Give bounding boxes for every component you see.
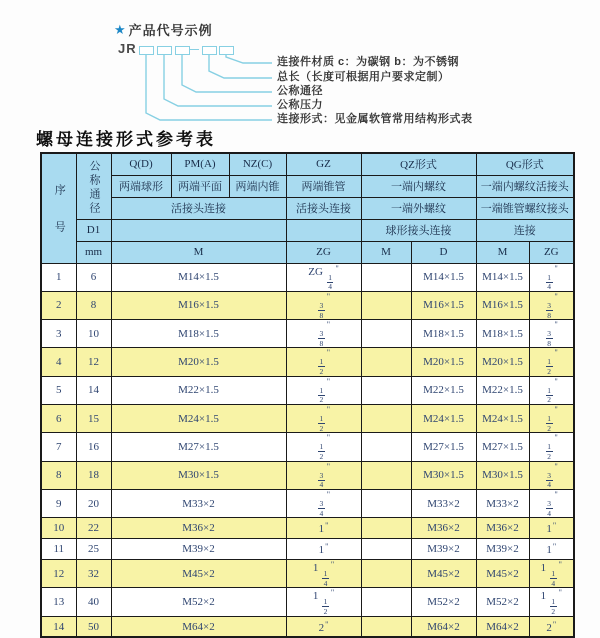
cell: M45×2: [411, 560, 476, 588]
cell: 10: [76, 320, 111, 348]
cell: [286, 489, 361, 517]
connector-line: [226, 54, 272, 63]
cell: [529, 320, 574, 348]
table-row: [41, 461, 574, 489]
table-row: [41, 616, 574, 637]
cell: M36×2: [111, 518, 286, 539]
cell: 7: [41, 433, 76, 461]
fraction: $\frac{3}{8}$: [319, 329, 324, 348]
header-unit-qg-zg: ZG: [529, 241, 574, 263]
cell: 50: [76, 616, 111, 637]
star-icon: ★: [114, 21, 127, 37]
cell: M36×2: [476, 518, 529, 539]
cell: M22×1.5: [411, 376, 476, 404]
cell: 1 $\frac{1}{2}$ ": [286, 588, 361, 616]
fraction: $\frac{3}{4}$: [547, 498, 552, 518]
cell: M18×1.5: [111, 320, 286, 348]
cell: 1 $\frac{1}{4}$ ": [286, 560, 361, 588]
inch-mark: ": [326, 461, 330, 471]
table-row: [41, 539, 574, 560]
cell: 5: [41, 376, 76, 404]
header-unit-m: M: [111, 241, 286, 263]
diagram-title-text: 产品代号示例: [128, 23, 213, 38]
cell: 2: [41, 291, 76, 319]
header-blank: [286, 219, 361, 241]
table-row: [41, 560, 574, 588]
cell: [529, 433, 574, 461]
cell: 20: [76, 489, 111, 517]
code-dash: [190, 49, 199, 50]
cell: M24×1.5: [476, 404, 529, 432]
header-ends-nzc: 两端内锥: [229, 175, 286, 197]
fraction: $\frac{3}{8}$: [319, 300, 324, 320]
table-title: 螺母连接形式参考表: [36, 130, 216, 150]
cell: M24×1.5: [111, 404, 286, 432]
cell: [361, 518, 411, 539]
inch-mark: ": [326, 404, 330, 414]
cell: M27×1.5: [476, 433, 529, 461]
nut-connection-reference-table: [40, 152, 575, 638]
fraction: $\frac{1}{2}$: [319, 413, 324, 433]
cell: [361, 433, 411, 461]
cell: [286, 461, 361, 489]
cell: 12: [76, 348, 111, 376]
fraction: $\frac{1}{2}$: [323, 597, 328, 617]
inch-mark: ": [326, 320, 330, 330]
cell: M16×1.5: [411, 291, 476, 319]
cell: 9: [41, 489, 76, 517]
fraction: $\frac{1}{4}$: [551, 569, 556, 588]
cell: [286, 291, 361, 319]
header-ends-qz: 一端内螺纹: [361, 175, 476, 197]
inch-mark: ": [330, 588, 335, 598]
cell: M14×1.5: [411, 263, 476, 291]
inch-mark: ": [326, 348, 330, 358]
table-row: [41, 376, 574, 404]
cell: [361, 616, 411, 637]
header-blank: [111, 219, 286, 241]
table-row: [41, 320, 574, 348]
code-box: [157, 46, 172, 55]
cell: 13: [41, 588, 76, 616]
cell: M64×2: [411, 616, 476, 637]
header-form-qg: QG形式: [476, 153, 574, 175]
cell: M39×2: [111, 539, 286, 560]
diagram-label-connection: 连接形式：见金属软管常用结构形式表: [277, 113, 473, 125]
header-ends-pma: 两端平面: [171, 175, 229, 197]
cell: M20×1.5: [111, 348, 286, 376]
fraction: $\frac{1}{2}$: [547, 385, 552, 405]
header-conn2-qz: 球形接头连接: [361, 219, 476, 241]
cell: 4: [41, 348, 76, 376]
inch-mark: ": [552, 619, 557, 629]
cell: M33×2: [476, 489, 529, 517]
cell: [286, 433, 361, 461]
cell: [361, 461, 411, 489]
cell: 1 $\frac{1}{2}$ ": [529, 588, 574, 616]
table-body: [41, 263, 574, 637]
cell: M52×2: [411, 588, 476, 616]
cell: [361, 489, 411, 517]
inch-mark: ": [554, 320, 558, 330]
cell: [361, 376, 411, 404]
cell: M45×2: [476, 560, 529, 588]
table-row: [41, 433, 574, 461]
cell: [361, 560, 411, 588]
cell: [361, 320, 411, 348]
inch-mark: ": [330, 560, 335, 570]
cell: M22×1.5: [476, 376, 529, 404]
header-serial-label: 序号: [53, 184, 66, 259]
cell: [286, 348, 361, 376]
fraction: $\frac{1}{2}$: [547, 442, 552, 462]
cell: M39×2: [476, 539, 529, 560]
fraction: $\frac{3}{4}$: [319, 470, 324, 490]
connector-line: [182, 54, 272, 92]
inch-mark: ": [554, 348, 558, 358]
cell: 14: [41, 616, 76, 637]
inch-mark: ": [554, 489, 558, 499]
header-dn-label: 公称通径: [88, 160, 100, 217]
cell: [286, 404, 361, 432]
header-unit-qz-m: M: [361, 241, 411, 263]
cell: [529, 489, 574, 517]
header-nominal-diameter: [76, 153, 111, 219]
cell: [361, 404, 411, 432]
cell: M27×1.5: [411, 433, 476, 461]
inch-mark: ": [326, 291, 330, 301]
table-row: [41, 348, 574, 376]
cell: 22: [76, 518, 111, 539]
cell: M18×1.5: [476, 320, 529, 348]
inch-mark: ": [325, 521, 329, 531]
cell: M16×1.5: [111, 291, 286, 319]
cell: M30×1.5: [111, 461, 286, 489]
cell: [529, 376, 574, 404]
header-serial: [41, 153, 76, 263]
cell: [529, 404, 574, 432]
cell: 18: [76, 461, 111, 489]
fraction: $\frac{3}{4}$: [319, 498, 324, 518]
header-ends-qg: 一端内螺纹活接头: [476, 175, 574, 197]
cell: M64×2: [476, 616, 529, 637]
cell: M33×2: [411, 489, 476, 517]
cell: [286, 376, 361, 404]
cell: M22×1.5: [111, 376, 286, 404]
cell: 32: [76, 560, 111, 588]
diagram-label-pressure: 公称压力: [277, 99, 323, 111]
cell: M36×2: [411, 518, 476, 539]
cell: ZG $\frac{1}{4}$ ": [286, 263, 361, 291]
cell: 2": [286, 616, 361, 637]
header-conn-gz: 活接头连接: [286, 197, 361, 219]
inch-mark: ": [554, 291, 558, 301]
cell: 8: [76, 291, 111, 319]
table-row: [41, 291, 574, 319]
cell: M24×1.5: [411, 404, 476, 432]
header-unit-qz-d: D: [411, 241, 476, 263]
cell: [286, 320, 361, 348]
fraction: $\frac{1}{2}$: [319, 357, 324, 377]
fraction: $\frac{3}{8}$: [547, 329, 552, 348]
fraction: $\frac{3}{8}$: [547, 300, 552, 320]
cell: 2": [529, 616, 574, 637]
header-unit-qg-m: M: [476, 241, 529, 263]
diagram-label-diameter: 公称通径: [277, 85, 323, 97]
cell: 1: [41, 263, 76, 291]
fraction: $\frac{1}{2}$: [319, 442, 324, 462]
inch-mark: ": [554, 433, 558, 443]
code-box: [219, 46, 234, 55]
cell: M30×1.5: [411, 461, 476, 489]
diagram-title: [114, 20, 213, 39]
fraction: $\frac{1}{4}$: [328, 272, 332, 292]
cell: M52×2: [111, 588, 286, 616]
diagram-label-material: 连接件材质 c：为碳钢 b：为不锈钢: [277, 56, 459, 68]
header-conn-union: 活接头连接: [111, 197, 286, 219]
inch-mark: ": [326, 489, 330, 499]
header-mm: mm: [76, 241, 111, 263]
cell: M39×2: [411, 539, 476, 560]
header-conn2-qg: 连接: [476, 219, 574, 241]
inch-mark: ": [554, 376, 558, 386]
header-conn-qg: 一端锥管螺纹接头: [476, 197, 574, 219]
cell: 6: [76, 263, 111, 291]
connector-line: [164, 54, 272, 106]
table-row: [41, 489, 574, 517]
table-row: [41, 518, 574, 539]
cell: 25: [76, 539, 111, 560]
cell: [361, 348, 411, 376]
cell: 1": [286, 539, 361, 560]
fraction: $\frac{1}{2}$: [319, 385, 324, 405]
code-box: [139, 46, 154, 55]
header-ends-gz: 两端锥管: [286, 175, 361, 197]
inch-mark: ": [554, 404, 558, 414]
cell: 40: [76, 588, 111, 616]
cell: [361, 588, 411, 616]
cell: M64×2: [111, 616, 286, 637]
table-header: [41, 153, 574, 263]
inch-mark: ": [325, 619, 329, 629]
cell: 1": [529, 518, 574, 539]
cell: M20×1.5: [411, 348, 476, 376]
fraction: $\frac{1}{2}$: [551, 597, 556, 617]
cell: 16: [76, 433, 111, 461]
cell: M52×2: [476, 588, 529, 616]
fraction: $\frac{3}{4}$: [547, 470, 552, 490]
fraction: $\frac{1}{2}$: [547, 413, 552, 433]
cell: [361, 539, 411, 560]
table-row: [41, 588, 574, 616]
cell: 11: [41, 539, 76, 560]
fraction: $\frac{1}{2}$: [547, 357, 552, 377]
inch-mark: ": [558, 588, 562, 598]
cell: 8: [41, 461, 76, 489]
cell: 10: [41, 518, 76, 539]
header-unit-zg: ZG: [286, 241, 361, 263]
header-ends-qd: 两端球形: [111, 175, 171, 197]
cell: [529, 461, 574, 489]
cell: 3: [41, 320, 76, 348]
connector-line: [209, 54, 272, 78]
cell: M14×1.5: [476, 263, 529, 291]
inch-mark: ": [558, 560, 562, 570]
header-form-gz: GZ: [286, 153, 361, 175]
cell: M18×1.5: [411, 320, 476, 348]
cell: 6: [41, 404, 76, 432]
inch-mark: ": [326, 433, 330, 443]
header-conn-qz: 一端外螺纹: [361, 197, 476, 219]
cell: M45×2: [111, 560, 286, 588]
header-form-qz: QZ形式: [361, 153, 476, 175]
inch-mark: ": [552, 542, 557, 552]
cell: M33×2: [111, 489, 286, 517]
cell: [529, 263, 574, 291]
cell: M16×1.5: [476, 291, 529, 319]
cell: M20×1.5: [476, 348, 529, 376]
header-form-pma: PM(A): [171, 153, 229, 175]
code-box: [202, 46, 217, 55]
cell: M27×1.5: [111, 433, 286, 461]
cell: M30×1.5: [476, 461, 529, 489]
cell: M14×1.5: [111, 263, 286, 291]
inch-mark: ": [554, 263, 558, 273]
product-code-prefix: JR: [118, 41, 137, 56]
cell: [529, 291, 574, 319]
inch-mark: ": [326, 376, 330, 386]
header-form-qd: Q(D): [111, 153, 171, 175]
cell: 1 $\frac{1}{4}$ ": [529, 560, 574, 588]
code-box: [175, 46, 190, 55]
cell: [361, 263, 411, 291]
inch-mark: ": [325, 542, 329, 552]
cell: [529, 348, 574, 376]
table-row: [41, 404, 574, 432]
inch-mark: ": [552, 521, 557, 531]
inch-mark: ": [335, 263, 339, 273]
cell: 12: [41, 560, 76, 588]
cell: 15: [76, 404, 111, 432]
cell: [361, 291, 411, 319]
cell: 1": [286, 518, 361, 539]
cell: 14: [76, 376, 111, 404]
inch-mark: ": [554, 461, 558, 471]
cell: 1": [529, 539, 574, 560]
header-d1: D1: [76, 219, 111, 241]
fraction: $\frac{1}{4}$: [323, 569, 328, 588]
table-row: [41, 263, 574, 291]
diagram-label-length: 总长（长度可根据用户要求定制）: [277, 71, 450, 83]
fraction: $\frac{1}{4}$: [547, 272, 552, 292]
header-form-nzc: NZ(C): [229, 153, 286, 175]
